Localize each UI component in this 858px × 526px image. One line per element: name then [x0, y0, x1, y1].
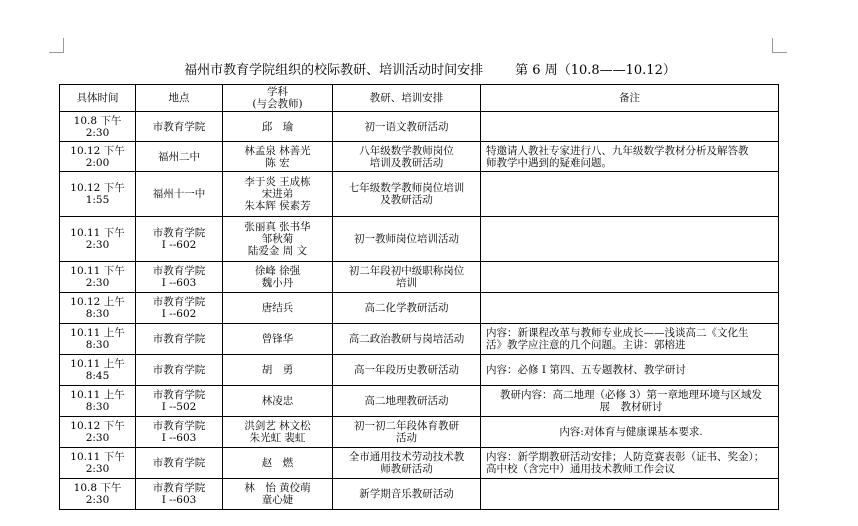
- place-cell: [136, 112, 223, 142]
- place-cell-line: I --603: [161, 277, 197, 289]
- time-cell-line: 2:30: [85, 432, 110, 444]
- time-cell-line: 10.12 下午: [70, 182, 125, 194]
- time-cell-line: 2:30: [85, 126, 110, 139]
- place-cell-line: I --603: [161, 494, 197, 506]
- table-row: [60, 417, 779, 448]
- activity-cell-line: 新学期音乐教研活动: [359, 488, 454, 500]
- activity-cell: [333, 386, 481, 417]
- place-cell: [136, 262, 223, 293]
- subject-cell-line: 林凌忠: [261, 395, 294, 407]
- header-subject-line: 学科: [267, 86, 288, 98]
- place-cell: [136, 324, 223, 355]
- place-cell: [136, 417, 223, 448]
- subject-cell: [223, 217, 333, 262]
- time-cell-line: 10.11 上午: [70, 358, 125, 370]
- notes-cell-line: 教研内容：高二地理（必修 3）第一章地理环境与区域发: [499, 389, 763, 401]
- table-row: [60, 112, 779, 142]
- place-cell: [136, 479, 223, 510]
- subject-cell: [223, 386, 333, 417]
- subject-cell-line: 邱 瑜: [261, 120, 294, 133]
- table-row: [60, 479, 779, 510]
- subject-cell-line: 邹秋菊: [261, 233, 294, 245]
- activity-cell: [333, 142, 481, 172]
- page-corner-mark-left: [49, 38, 64, 53]
- header-time: 具体时间: [60, 85, 136, 112]
- place-cell-line: 市教育学院: [152, 389, 206, 401]
- time-cell: [60, 417, 136, 448]
- time-cell-line: 1:55: [85, 194, 110, 206]
- subject-cell-line: 徐峰 徐强: [254, 265, 301, 277]
- time-cell: [60, 142, 136, 172]
- place-cell-line: 市教育学院: [152, 265, 206, 277]
- time-cell: [60, 217, 136, 262]
- table-row: [60, 324, 779, 355]
- activity-cell-line: 培训: [396, 277, 417, 289]
- place-cell-line: 市教育学院: [152, 457, 206, 469]
- notes-cell: [481, 293, 779, 324]
- subject-cell: [223, 112, 333, 142]
- table-body: [60, 112, 779, 510]
- place-cell-line: 福州二中: [158, 150, 200, 163]
- notes-cell: [481, 172, 779, 217]
- table-row: [60, 386, 779, 417]
- time-cell-line: 10.12 下午: [70, 420, 125, 432]
- place-cell-line: 市教育学院: [152, 296, 206, 308]
- table-row: [60, 293, 779, 324]
- time-cell: [60, 112, 136, 142]
- subject-cell: [223, 448, 333, 479]
- time-cell-line: 10.12 上午: [70, 296, 125, 308]
- header-subject-line: (与会教师): [252, 98, 303, 110]
- activity-cell-line: 高二化学教研活动: [364, 302, 449, 314]
- header-notes: 备注: [481, 85, 779, 112]
- notes-cell: [481, 324, 779, 355]
- subject-cell: [223, 142, 333, 172]
- time-cell: [60, 262, 136, 293]
- time-cell-line: 2:00: [85, 156, 110, 169]
- time-cell: [60, 386, 136, 417]
- time-cell: [60, 293, 136, 324]
- schedule-table: [59, 84, 779, 510]
- notes-cell: [481, 479, 779, 510]
- place-cell-line: I --602: [161, 239, 197, 251]
- time-cell: [60, 324, 136, 355]
- header-row: [60, 85, 779, 112]
- time-cell: [60, 172, 136, 217]
- place-cell: [136, 355, 223, 386]
- place-cell-line: I --502: [161, 401, 197, 413]
- header-place: 地点: [136, 85, 223, 112]
- subject-cell: [223, 417, 333, 448]
- subject-cell-line: 林孟泉 林善光: [244, 144, 311, 157]
- time-cell: [60, 355, 136, 386]
- subject-cell-line: 唐结兵: [261, 302, 294, 314]
- time-cell-line: 8:30: [85, 308, 110, 320]
- time-cell: [60, 479, 136, 510]
- activity-cell-line: 高二地理教研活动: [364, 395, 449, 407]
- subject-cell: [223, 172, 333, 217]
- time-cell-line: 8:30: [85, 339, 110, 351]
- page-corner-mark-right: [772, 38, 787, 53]
- subject-cell-line: 曾锋华: [261, 333, 294, 345]
- activity-cell-line: 初二年段初中级职称岗位: [348, 265, 465, 277]
- subject-cell-line: 魏小丹: [261, 277, 294, 289]
- subject-cell-line: 陈 宏: [265, 156, 290, 169]
- subject-cell-line: 赵 燃: [261, 457, 294, 469]
- activity-cell: [333, 293, 481, 324]
- place-cell-line: 市教育学院: [152, 482, 206, 494]
- place-cell: [136, 448, 223, 479]
- activity-cell-line: 高二政治教研与岗培活动: [348, 333, 465, 345]
- subject-cell-line: 洪剑艺 林文松: [244, 420, 311, 432]
- header-subject: [223, 85, 333, 112]
- activity-cell: [333, 448, 481, 479]
- table-row: [60, 262, 779, 293]
- notes-cell-line: 内容:对体育与健康课基本要求.: [559, 426, 703, 438]
- place-cell: [136, 386, 223, 417]
- place-cell-line: 市教育学院: [152, 227, 206, 239]
- activity-cell-line: 七年级数学教师岗位培训: [348, 182, 465, 194]
- time-cell-line: 8:45: [85, 370, 110, 382]
- time-cell: [60, 448, 136, 479]
- place-cell-line: 市教育学院: [152, 420, 206, 432]
- time-cell-line: 10.8 下午: [73, 482, 122, 494]
- activity-cell-line: 全市通用技术劳动技术教: [348, 451, 465, 463]
- time-cell-line: 10.11 下午: [70, 265, 125, 277]
- activity-cell: [333, 355, 481, 386]
- activity-cell-line: 师教研活动: [380, 463, 433, 475]
- subject-cell-line: 童心婕: [261, 494, 294, 506]
- subject-cell-line: 朱光虹 裴虹: [249, 432, 306, 444]
- table-row: [60, 172, 779, 217]
- table-row: [60, 142, 779, 172]
- time-cell-line: 10.11 上午: [70, 327, 125, 339]
- place-cell-line: 市教育学院: [152, 333, 206, 345]
- document-title: [60, 59, 800, 78]
- time-cell-line: 2:30: [85, 277, 110, 289]
- notes-cell-line: 特邀请人教社专家进行八、九年级数学教材分析及解答教: [486, 144, 749, 157]
- subject-cell-line: 胡 勇: [261, 364, 294, 376]
- subject-cell: [223, 324, 333, 355]
- activity-cell: [333, 112, 481, 142]
- notes-cell-line: 活》教学应注意的几个问题。主讲：郭榕进: [486, 339, 686, 351]
- notes-cell: [481, 112, 779, 142]
- place-cell-line: 市教育学院: [152, 364, 206, 376]
- subject-cell: [223, 262, 333, 293]
- time-cell-line: 10.8 下午: [73, 114, 122, 127]
- activity-cell: [333, 417, 481, 448]
- notes-cell: [481, 386, 779, 417]
- activity-cell-line: 培训及教研活动: [369, 156, 444, 169]
- table-row: [60, 355, 779, 386]
- activity-cell: [333, 479, 481, 510]
- place-cell: [136, 172, 223, 217]
- place-cell-line: I --602: [161, 308, 197, 320]
- subject-cell-line: 李于炎 王成栋: [244, 176, 311, 188]
- place-cell: [136, 217, 223, 262]
- notes-cell: [481, 355, 779, 386]
- notes-cell-line: 展 教材研讨: [599, 401, 663, 413]
- place-cell-line: 市教育学院: [152, 120, 206, 133]
- subject-cell-line: 朱本辉 侯素芳: [244, 200, 311, 212]
- title-text: 福州市教育学院组织的校际教研、培训活动时间安排: [184, 63, 484, 78]
- subject-cell-line: 林 怡 黄佼萌: [244, 482, 311, 494]
- notes-cell-line: 内容：新学期教研活动安排；人防竞赛表彰（证书、奖金）；: [486, 451, 765, 463]
- notes-cell: [481, 417, 779, 448]
- activity-cell: [333, 324, 481, 355]
- week-label: 第 6 周（10.8——10.12）: [515, 63, 676, 78]
- place-cell: [136, 293, 223, 324]
- time-cell-line: 10.11 上午: [70, 389, 125, 401]
- activity-cell-line: 活动: [396, 432, 417, 444]
- header-activity: 教研、培训安排: [333, 85, 481, 112]
- activity-cell-line: 高一年段历史教研活动: [354, 364, 459, 376]
- subject-cell-line: 陆爱金 周 文: [247, 245, 308, 257]
- notes-cell: [481, 262, 779, 293]
- subject-cell-line: 张丽真 张书华: [244, 221, 311, 233]
- subject-cell: [223, 479, 333, 510]
- notes-cell: [481, 217, 779, 262]
- activity-cell: [333, 262, 481, 293]
- notes-cell-line: 高中校（含完中）通用技术教师工作会议: [486, 463, 675, 475]
- time-cell-line: 10.11 下午: [70, 227, 125, 239]
- notes-cell: [481, 448, 779, 479]
- notes-cell-line: 师教学中遇到的疑难问题。: [486, 156, 612, 169]
- notes-cell-line: 内容：必修 I 第四、五专题教材、教学研讨: [486, 364, 686, 376]
- subject-cell: [223, 355, 333, 386]
- table-row: [60, 217, 779, 262]
- table-row: [60, 448, 779, 479]
- activity-cell: [333, 172, 481, 217]
- notes-cell-line: 内容：新课程改革与教师专业成长——浅谈高二《文化生: [486, 327, 749, 339]
- place-cell: [136, 142, 223, 172]
- time-cell-line: 2:30: [85, 494, 110, 506]
- place-cell-line: I --603: [161, 432, 197, 444]
- time-cell-line: 8:30: [85, 401, 110, 413]
- time-cell-line: 2:30: [85, 239, 110, 251]
- time-cell-line: 2:30: [85, 463, 110, 475]
- notes-cell: [481, 142, 779, 172]
- activity-cell-line: 初一教师岗位培训活动: [354, 233, 459, 245]
- subject-cell: [223, 293, 333, 324]
- activity-cell-line: 八年级数学教师岗位: [359, 144, 454, 157]
- subject-cell-line: 宋进弟: [261, 188, 294, 200]
- activity-cell-line: 初一语文教研活动: [364, 120, 449, 133]
- activity-cell-line: 初一初二年段体育教研: [354, 420, 459, 432]
- time-cell-line: 10.12 下午: [70, 144, 125, 157]
- place-cell-line: 福州十一中: [152, 188, 206, 200]
- time-cell-line: 10.11 下午: [70, 451, 125, 463]
- activity-cell: [333, 217, 481, 262]
- activity-cell-line: 及教研活动: [380, 194, 433, 206]
